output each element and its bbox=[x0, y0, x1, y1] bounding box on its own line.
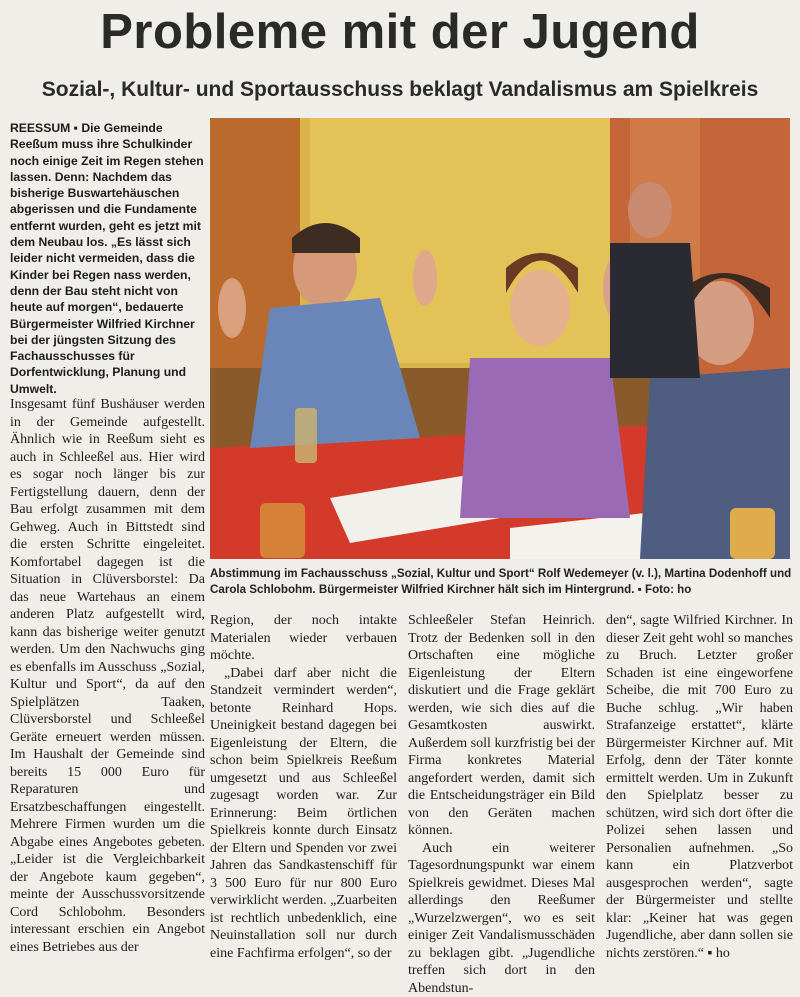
headline: Probleme mit der Jugend bbox=[0, 4, 800, 60]
lead-paragraph bbox=[10, 120, 205, 397]
photo-caption: Abstimmung im Fachausschuss „Sozial, Kultur und Sport“ Rolf Wedemeyer (v. l.), Martina Dodenhoff und Carola Schlobohm. Bürgermeister Wilfried Kirchner hält sich im Hintergrund. ▪ Foto: ho bbox=[210, 566, 792, 598]
column-1 bbox=[10, 396, 205, 956]
lead-text: ▪ Die Gemeinde Reeßum muss ihre Schulkinder noch einige Zeit im Regen stehen lassen. Denn: Nachdem das bisherige Buswartehäuschen abgerissen und die Fundamente entfernt wurden, geht es jetzt mit dem Neubau los. „Es lässt sich leider nicht vermeiden, dass die Kinder bei Regen nass werden, denn der Bau steht nicht von heute auf morgen“, bedauerte Bürgermeister Wilfried Kirchner bei der jüngsten Sitzung des Fachausschusses für Dorfentwicklung, Planung und Umwelt. bbox=[10, 121, 204, 396]
article-photo bbox=[210, 118, 790, 559]
body-paragraph: Schleeßeler Stefan Heinrich. Trotz der Bedenken soll in den Ortschaften eine mögliche Eigenleistung der Eltern diskutiert und die Frage geklärt werden, wie sich dies auf die Gesamtkosten auswirkt. Außerdem soll kurzfristig bei der Firma konkretes Material angefordert werden, damit sich die Entscheidungsträger ein Bild von den Geräten machen können. bbox=[408, 612, 595, 840]
column-2 bbox=[210, 612, 397, 962]
body-paragraph: „Dabei darf aber nicht die Standzeit vermindert werden“, betonte Reinhard Hops. Uneinigkeit bestand dagegen bei Eigenleistung der Eltern, die schon beim Spielkreis Reeßum umgesetzt und aus Schleeßel zugesagt worden war. Zur Erinnerung: Beim örtlichen Spielkreis konnte durch Einsatz der Eltern und Spenden vor zwei Jahren das Sandkastenschiff für 3 500 Euro für nur 800 Euro verwirklicht werden. „Zuarbeiten ist rechtlich unbedenklich, eine Neuinstallation soll nur durch eine Fachfirma erfolgen“, so der bbox=[210, 665, 397, 963]
body-paragraph: Insgesamt fünf Bushäuser werden in der Gemeinde aufgestellt. Ähnlich wie in Reeßum sieht es auch in Schleeßel aus. Hier wird es sogar noch länger bis zur Fertigstellung dauern, denn der Bau erfolgt zusammen mit dem Gehweg. Auch in Bittstedt sind die ersten Schritte eingeleitet. Komfortabel dagegen ist die Situation in Clüversborstel: Da das neue Wartehaus an einem anderen Platz aufgestellt wird, kann das bisherige weiter genutzt werden. Um den Nachwuchs ging es ebenfalls im Ausschuss „Sozial, Kultur und Sport“, da auf den Spielplätzen Taaken, Clüversborstel und Schleeßel Geräte erneuert werden müssen. Im Haushalt der Gemeinde sind bereits 15 000 Euro für Reparaturen und Ersatzbeschaffungen eingestellt. Mehrere Firmen wurden um die Abgabe eines Angebotes gebeten. „Leider ist die Vergleichbarkeit der Angebote kaum gegeben“, meinte der Ausschussvorsitzende Cord Schlobohm. Besonders interessant erschien ein Angebot eines Betriebes aus der bbox=[10, 396, 205, 956]
dateline: REESSUM bbox=[10, 121, 70, 135]
column-3 bbox=[408, 612, 595, 997]
body-paragraph: den“, sagte Wilfried Kirchner. In dieser Zeit geht wohl so manches zu Bruch. Letzter großer Schaden ist eine eingeworfene Scheibe, die mit 700 Euro zu Buche schlug. „Wir haben Strafanzeige erstattet“, klärte Bürgermeister Kirchner auf. Mit Erfolg, denn der Täter konnte ermittelt werden. Um in Zukunft den Spielplatz besser zu schützen, wird sich dort öfter die Polizei sehen lassen und Personalien aufnehmen. „So kann ein Platzverbot ausgesprochen werden“, sagte der Bürgermeister und stellte klar: „Keiner hat was gegen Jugendliche, aber dann sollen sie nichts zerstören.“ ▪ ho bbox=[606, 612, 793, 962]
column-4 bbox=[606, 612, 793, 962]
body-paragraph: Region, der noch intakte Materialen wieder verbauen möchte. bbox=[210, 612, 397, 665]
subheadline: Sozial-, Kultur- und Sportausschuss beklagt Vandalismus am Spielkreis bbox=[0, 78, 800, 102]
body-paragraph: Auch ein weiterer Tagesordnungspunkt war einem Spielkreis gewidmet. Dieses Mal allerdings den Reeßumer „Wurzelzwergen“, wo es seit einiger Zeit Vandalismusschäden zu beklagen gibt. „Jugendliche treffen sich dort in den Abendstun- bbox=[408, 840, 595, 997]
